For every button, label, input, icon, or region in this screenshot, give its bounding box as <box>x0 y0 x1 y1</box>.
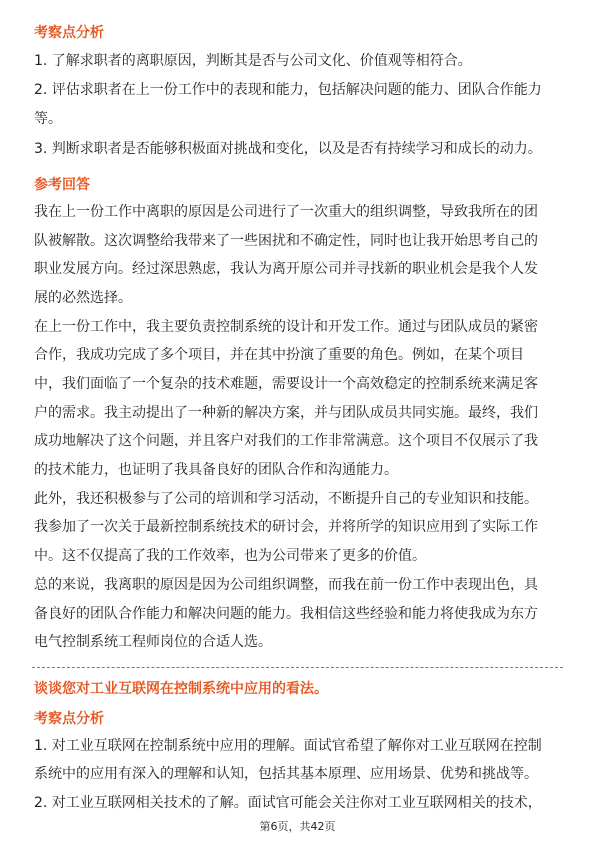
answer-line: 在上一份工作中，我主要负责控制系统的设计和开发工作。通过与团队成员的紧密 <box>34 319 538 335</box>
answer-line: 备良好的团队合作能力和解决问题的能力。我相信这些经验和能力将使我成为东方 <box>34 606 538 622</box>
section-heading-analysis-1: 考察点分析 <box>34 25 104 41</box>
analysis-line: 3. 判断求职者是否能够积极面对挑战和变化，以及是否有持续学习和成长的动力。 <box>34 141 542 157</box>
answer-line: 中。这不仅提高了我的工作效率，也为公司带来了更多的价值。 <box>34 548 426 564</box>
section-heading-analysis-2: 考察点分析 <box>34 711 104 727</box>
analysis-line: 2. 对工业互联网相关技术的了解。面试官可能会关注你对工业互联网相关的技术， <box>34 795 542 811</box>
analysis-line: 系统中的应用有深入的理解和认知，包括其基本原理、应用场景、优势和挑战等。 <box>34 766 538 782</box>
answer-line: 队被解散。这次调整给我带来了一些困扰和不确定性，同时也让我开始思考自己的 <box>34 233 538 249</box>
answer-line: 我参加了一次关于最新控制系统技术的研讨会，并将所学的知识应用到了实际工作 <box>34 519 538 535</box>
answer-line: 户的需求。我主动提出了一种新的解决方案，并与团队成员共同实施。最终，我们 <box>34 405 538 421</box>
answer-line: 展的必然选择。 <box>34 290 132 306</box>
answer-line: 合作，我成功完成了多个项目，并在其中扮演了重要的角色。例如，在某个项目 <box>34 347 524 363</box>
analysis-line: 2. 评估求职者在上一份工作中的表现和能力，包括解决问题的能力、团队合作能力 <box>34 82 542 98</box>
answer-line: 此外，我还积极参与了公司的培训和学习活动，不断提升自己的专业知识和技能。 <box>34 491 538 507</box>
analysis-line: 等。 <box>34 111 62 127</box>
answer-line: 我在上一份工作中离职的原因是公司进行了一次重大的组织调整，导致我所在的团 <box>34 204 538 220</box>
answer-line: 电气控制系统工程师岗位的合适人选。 <box>34 634 272 650</box>
page-number: 第6页，共42页 <box>259 820 336 833</box>
section-divider <box>32 667 563 668</box>
answer-line: 职业发展方向。经过深思熟虑，我认为离开原公司并寻找新的职业机会是我个人发 <box>34 261 538 277</box>
answer-line: 总的来说，我离职的原因是因为公司组织调整，而我在前一份工作中表现出色，具 <box>34 577 538 593</box>
question-title: 谈谈您对工业互联网在控制系统中应用的看法。 <box>34 681 328 697</box>
answer-line: 的技术能力，也证明了我具备良好的团队合作和沟通能力。 <box>34 462 398 478</box>
answer-line: 成功地解决了这个问题，并且客户对我们的工作非常满意。这个项目不仅展示了我 <box>34 433 538 449</box>
section-heading-reference-answer: 参考回答 <box>34 177 90 193</box>
analysis-line: 1. 对工业互联网在控制系统中应用的理解。面试官希望了解你对工业互联网在控制 <box>34 738 542 754</box>
answer-line: 中，我们面临了一个复杂的技术难题，需要设计一个高效稳定的控制系统来满足客 <box>34 376 538 392</box>
analysis-line: 1. 了解求职者的离职原因，判断其是否与公司文化、价值观等相符合。 <box>34 53 472 69</box>
